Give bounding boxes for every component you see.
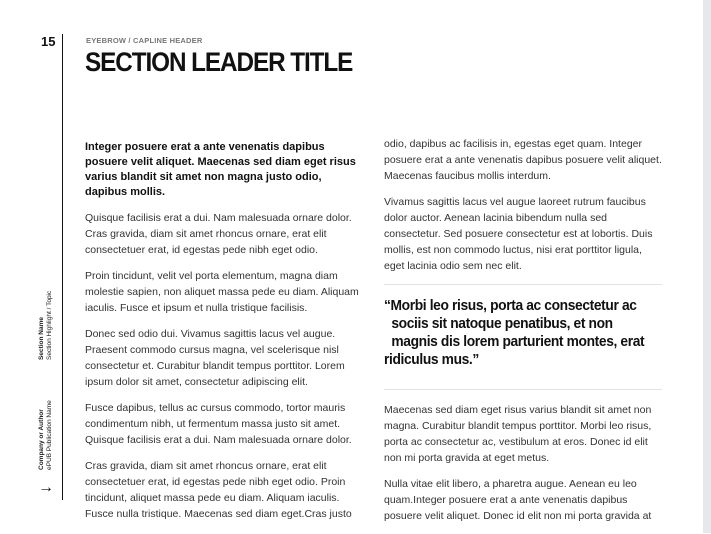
company-name: Company or Author [38,409,45,470]
section-topic: Section Highlight / Topic [46,290,53,360]
pull-quote [384,297,660,369]
body-paragraph: Donec sed odio dui. Vivamus sagittis lacus vel augue. Praesent commodo cursus magna, vel scelerisque nisl consectetur et. Curabitur blandit tempus porttitor. Lorem ipsum dolor sit amet, consectetur adipiscing elit. [85,328,345,388]
page-number: 15 [41,34,56,49]
publication-name: ePUB Publication Name [46,400,53,470]
quote-line: sociis sit natoque penatibus, et non [391,315,613,332]
body-paragraph: Vivamus sagittis lacus vel augue laoreet rutrum faucibus dolor auctor. Aenean lacinia bibendum nulla sed consectetur. Sed posuere consectetur est at lobortis. Duis mollis, est non commodo luctus, nisi erat porttitor ligula, eget lacinia odio sem nec elit. [384,196,653,272]
lead-paragraph: Integer posuere erat a ante venenatis dapibus posuere velit aliquet. Maecenas sed diam eget risus varius blandit sit amet non magna justo odio, dapibus mollis. [85,141,356,198]
body-paragraph: Fusce dapibus, tellus ac cursus commodo, tortor mauris condimentum nibh, ut fermentum massa justo sit amet. Quisque facilisis erat a dui. Nam malesuada ornare dolor. [85,402,352,446]
body-paragraph: Cras gravida, diam sit amet rhoncus ornare, erat elit consectetuer erat, id egestas pede nibh eget odio. Proin tincidunt, aliquet massa pede eu diam. Aliquam iaculis. Fusce nulla tristique. Maecenas sed diam eget.Cras justo [85,460,352,520]
sidebar-rule-lower [62,478,63,500]
page-title: SECTION LEADER TITLE [85,47,353,77]
scrollbar-track [703,0,711,533]
divider [384,284,662,285]
publication-label [38,270,54,470]
column-left [85,140,363,532]
quote-line: ridiculus mus.” [384,351,479,368]
eyebrow-header: EYEBROW / CAPLINE HEADER [86,36,203,45]
body-paragraph: Quisque facilisis erat a dui. Nam malesuada ornare dolor. Cras gravida, diam sit amet rhoncus ornare, erat elit consectetuer erat, id egestas pede nibh eget odio. [85,212,352,256]
body-paragraph: Proin tincidunt, velit vel porta elementum, magna diam molestie sapien, non aliquet massa pede eu diam. Aliquam iaculis. Fusce et ipsum et nulla tristique facilisis. [85,270,359,314]
column-right [384,136,662,534]
divider [384,389,662,390]
quote-line: magnis dis lorem parturient montes, erat [391,333,645,350]
section-name: Section Name [38,317,45,360]
body-paragraph: odio, dapibus ac facilisis in, egestas eget quam. Integer posuere erat a ante venenatis dapibus posuere velit aliquet. Maecenas faucibus mollis interdum. [384,138,662,182]
sidebar-rule [62,34,63,480]
quote-line: “Morbi leo risus, porta ac consectetur ac [384,297,637,314]
right-arrow-icon[interactable]: → [38,479,54,496]
body-paragraph: Nulla vitae elit libero, a pharetra augue. Aenean eu leo quam.Integer posuere erat a ante venenatis dapibus posuere velit aliquet. Donec id elit non mi porta gravida at [384,478,652,522]
body-paragraph: Maecenas sed diam eget risus varius blandit sit amet non magna. Curabitur blandit tempus porttitor. Morbi leo risus, porta ac consectetur ac, vestibulum at eros. Donec id elit non mi porta gravida at eget metus. [384,404,652,464]
